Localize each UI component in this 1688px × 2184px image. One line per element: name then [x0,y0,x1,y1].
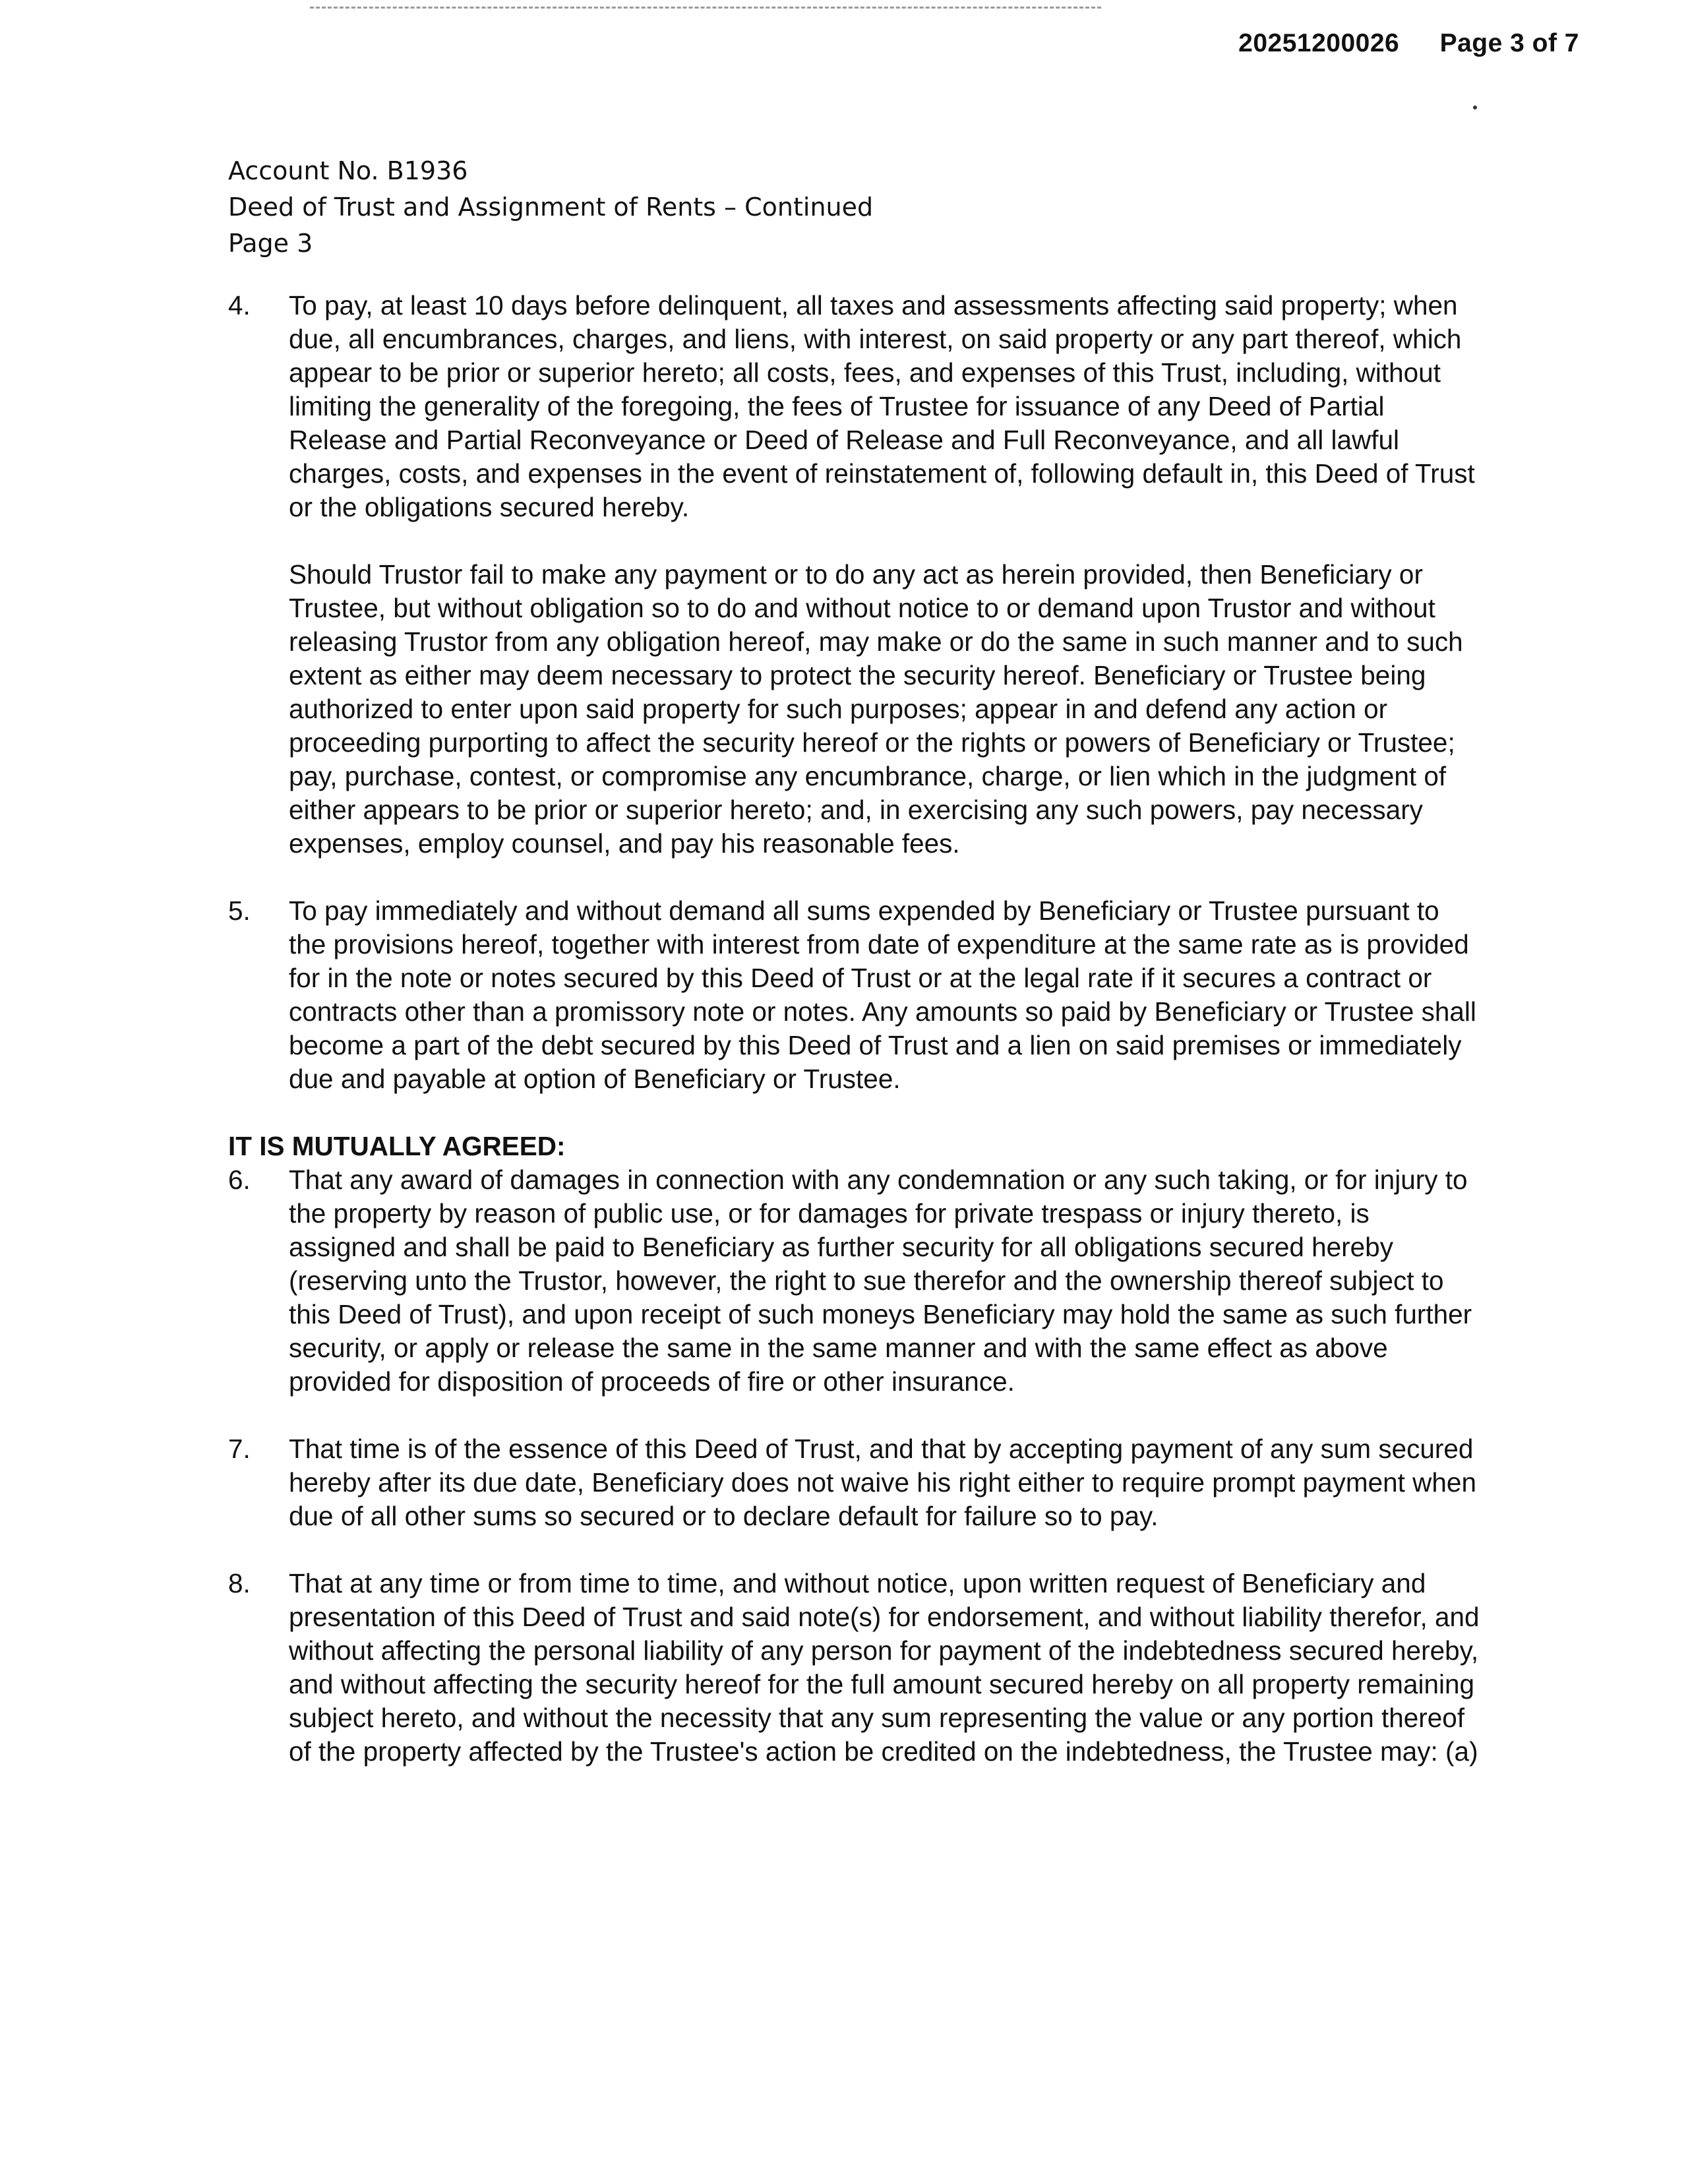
clause-4-continued: Should Trustor fail to make any payment or to do any act as herein provided, then Beneficiary or Trustee, but without obligation so to do and without notice to or demand upon Trustor and without releasing Trustor from any obligation hereof, may make or do the same in such manner and to such extent as either may deem necessary to protect the security hereof. Beneficiary or Trustee being authorized to enter upon said property for such purposes; appear in and defend any action or proceeding purporting to affect the security hereof or the rights or powers of Beneficiary or Trustee; pay, purchase, contest, or compromise any encumbrance, charge, or lien which in the judgment of either appears to be prior or superior hereto; and, in exercising any such powers, pay necessary expenses, employ counsel, and pay his reasonable fees. [289,559,1463,859]
scan-artifact-line [310,7,1101,9]
scan-speck [1473,106,1477,109]
clause-5 [228,894,1481,1096]
account-number: Account No. B1936 [228,156,468,185]
page-indicator: Page 3 of 7 [1439,29,1579,57]
clause-6 [228,1163,1481,1399]
clause-text: That at any time or from time to time, and without notice, upon written request of Beneficiary and presentation of this Deed of Trust and said note(s) for endorsement, and without liability therefor, and without affecting the personal liability of any person for payment of the indebtedness secured hereby, and without affecting the security hereof for the full amount secured hereby on all property remaining subject hereto, and without the necessity that any sum representing the value or any portion thereof of the property affected by the Trustee's action be credited on the indebtedness, the Trustee may: (a) [289,1568,1480,1767]
document-body [228,289,1481,1769]
clause-4 [228,289,1481,524]
clause-8 [228,1567,1481,1769]
document-number: 20251200026 [1238,29,1400,57]
clause-number: 5. [228,895,251,926]
clause-text: To pay, at least 10 days before delinquent, all taxes and assessments affecting said property; when due, all encumbrances, charges, and liens, with interest, on said property or any part thereof, which appear to be prior or superior hereto; all costs, fees, and expenses of this Trust, including, without limiting the generality of the foregoing, the fees of Trustee for issuance of any Deed of Partial Release and Partial Reconveyance or Deed of Release and Full Reconveyance, and all lawful charges, costs, and expenses in the event of reinstatement of, following default in, this Deed of Trust or the obligations secured hereby. [289,290,1475,522]
clause-number: 6. [228,1165,251,1195]
clause-text: That any award of damages in connection with any condemnation or any such taking, or for injury to the property by reason of public use, or for damages for private trespass or injury thereto, is assigned and shall be paid to Beneficiary as further security for all obligations secured hereby (reserving unto the Trustor, however, the right to sue therefor and the ownership thereof subject to this Deed of Trust), and upon receipt of such moneys Beneficiary may hold the same as such further security, or apply or release the same in the same manner and with the same effect as above provided for disposition of proceeds of fire or other insurance. [289,1165,1472,1397]
page-header [1238,29,1579,58]
clause-7 [228,1432,1481,1533]
document-title: Deed of Trust and Assignment of Rents – Continued [228,193,874,222]
clause-number: 7. [228,1434,251,1464]
clause-number: 4. [228,290,251,320]
meta-page-number: Page 3 [228,229,313,258]
clause-number: 8. [228,1568,251,1598]
section-heading: IT IS MUTUALLY AGREED: [228,1131,566,1161]
clause-text: That time is of the essence of this Deed of Trust, and that by accepting payment of any sum secured hereby after its due date, Beneficiary does not waive his right either to require prompt payment when due of all other sums so secured or to declare default for failure so to pay. [289,1434,1476,1531]
document-meta [228,153,873,262]
clause-text: To pay immediately and without demand all sums expended by Beneficiary or Trustee pursuant to the provisions hereof, together with interest from date of expenditure at the same rate as is provided for in the note or notes secured by this Deed of Trust or at the legal rate if it secures a contract or contracts other than a promissory note or notes. Any amounts so paid by Beneficiary or Trustee shall become a part of the debt secured by this Deed of Trust and a lien on said premises or immediately due and payable at option of Beneficiary or Trustee. [289,895,1476,1094]
